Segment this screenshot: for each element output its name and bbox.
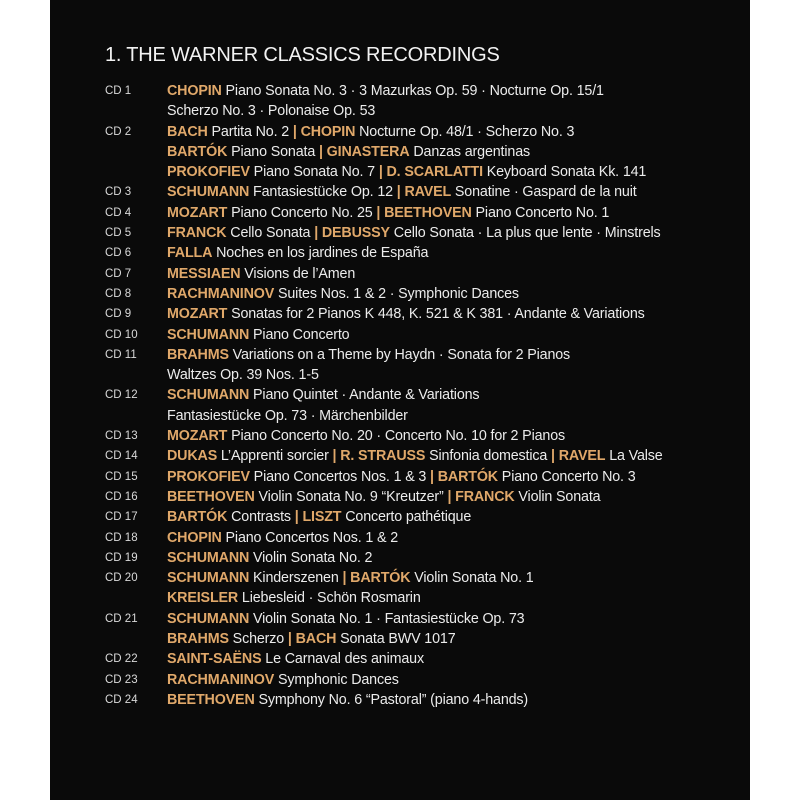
cd-number: CD 16 <box>105 490 138 503</box>
work-title: Violin Sonata <box>514 488 601 505</box>
tracklist <box>50 81 750 710</box>
tracklist-row <box>50 670 750 690</box>
tracklist-line <box>167 406 408 426</box>
composer-name: BEETHOVEN <box>384 204 472 221</box>
composer-name: SCHUMANN <box>167 549 250 566</box>
tracklist-row <box>50 588 750 608</box>
work-title: Contrasts <box>227 509 295 526</box>
cd-number: CD 8 <box>105 287 132 300</box>
cd-number: CD 7 <box>105 267 132 280</box>
work-title: Sonatine · Gaspard de la nuit <box>451 184 637 201</box>
separator: | <box>396 184 401 201</box>
work-title: Piano Concertos Nos. 1 & 3 <box>249 468 431 485</box>
cd-number: CD 5 <box>105 227 132 240</box>
cd-number: CD 23 <box>105 673 138 686</box>
cd-number: CD 2 <box>105 125 132 138</box>
tracklist-row <box>50 365 750 385</box>
tracklist-row <box>50 203 750 223</box>
work-title: Piano Quintet · Andante & Variations <box>249 387 480 404</box>
work-title: Violin Sonata No. 9 “Kreutzer” <box>254 488 448 505</box>
composer-name: R. STRAUSS <box>340 448 426 465</box>
tracklist-line <box>167 670 399 690</box>
cd-number: CD 6 <box>105 247 132 260</box>
composer-name: CHOPIN <box>167 83 222 99</box>
booklet-page <box>50 0 750 800</box>
separator: | <box>551 448 555 465</box>
tracklist-row <box>50 548 750 568</box>
tracklist-row <box>50 507 750 527</box>
tracklist-row <box>50 345 750 365</box>
tracklist-line <box>167 365 319 385</box>
work-title: Waltzes Op. 39 Nos. 1-5 <box>167 367 319 384</box>
tracklist-row <box>50 426 750 446</box>
tracklist-row <box>50 609 750 629</box>
composer-name: MOZART <box>167 306 228 323</box>
work-title: Piano Concertos Nos. 1 & 2 <box>221 529 399 546</box>
separator: | <box>332 448 337 465</box>
work-title: Fantasiestücke Op. 12 <box>249 184 397 201</box>
composer-name: RAVEL <box>558 448 606 465</box>
composer-name: FALLA <box>167 245 213 262</box>
tracklist-row <box>50 487 750 507</box>
tracklist-row <box>50 142 750 162</box>
tracklist-line <box>167 649 424 669</box>
composer-name: SCHUMANN <box>167 610 250 627</box>
tracklist-line <box>167 243 428 263</box>
work-title: Symphony No. 6 “Pastoral” (piano 4-hands) <box>254 691 529 708</box>
work-title: Suites Nos. 1 & 2 · Symphonic Dances <box>274 285 519 302</box>
tracklist-row <box>50 406 750 426</box>
composer-name: BARTÓK <box>167 143 228 160</box>
work-title: Noches en los jardines de España <box>212 245 429 262</box>
cd-number: CD 11 <box>105 348 137 361</box>
composer-name: KREISLER <box>167 590 239 607</box>
tracklist-line <box>167 203 609 223</box>
composer-name: PROKOFIEV <box>167 468 250 485</box>
work-title: Piano Concerto No. 25 <box>227 204 377 221</box>
tracklist-line <box>167 122 574 142</box>
composer-name: MESSIAEN <box>167 265 241 282</box>
composer-name: BARTÓK <box>437 468 498 485</box>
tracklist-line <box>167 304 645 324</box>
cd-number: CD 20 <box>105 572 138 585</box>
work-title: Piano Concerto No. 1 <box>471 204 610 221</box>
cd-number: CD 10 <box>105 328 138 341</box>
cd-number: CD 3 <box>105 186 132 199</box>
work-title: Piano Concerto No. 20 · Concerto No. 10 for 2 Pianos <box>227 428 565 445</box>
work-title: Symphonic Dances <box>274 671 399 688</box>
tracklist-line <box>167 345 570 365</box>
work-title: Le Carnaval des animaux <box>261 651 424 668</box>
composer-name: SAINT-SAËNS <box>167 651 262 668</box>
tracklist-line <box>167 507 471 527</box>
cd-number: CD 18 <box>105 531 138 544</box>
composer-name: BARTÓK <box>167 509 228 526</box>
composer-name: RAVEL <box>404 184 452 201</box>
separator: | <box>378 164 383 181</box>
work-title: Cello Sonata · La plus que lente · Minstrels <box>389 225 661 242</box>
composer-name: CHOPIN <box>300 123 356 140</box>
separator: | <box>318 143 323 160</box>
separator: | <box>314 225 319 242</box>
cd-number: CD 15 <box>105 470 138 483</box>
tracklist-row <box>50 325 750 345</box>
tracklist-row <box>50 649 750 669</box>
work-title: Scherzo <box>228 631 288 648</box>
tracklist-line <box>167 81 604 101</box>
cd-number: CD 4 <box>105 206 132 219</box>
tracklist-line <box>167 162 646 182</box>
work-title: Sonatas for 2 Pianos K 448, K. 521 & K 381 · Andante & Variations <box>227 306 645 323</box>
work-title: Cello Sonata <box>226 225 315 242</box>
tracklist-line <box>167 568 534 588</box>
composer-name: BACH <box>295 631 337 648</box>
tracklist-line <box>167 548 372 568</box>
work-title: Piano Sonata <box>227 143 319 160</box>
tracklist-row <box>50 304 750 324</box>
work-title: Keyboard Sonata Kk. 141 <box>482 164 647 181</box>
work-title: Sonata BWV 1017 <box>336 631 456 648</box>
tracklist-line <box>167 629 456 649</box>
work-title: Fantasiestücke Op. 73 · Märchenbilder <box>167 407 408 424</box>
tracklist-row <box>50 101 750 121</box>
separator: | <box>287 631 292 648</box>
composer-name: DEBUSSY <box>321 225 390 242</box>
composer-name: LISZT <box>302 509 342 526</box>
tracklist-line <box>167 487 600 507</box>
composer-name: BACH <box>167 123 208 140</box>
tracklist-line <box>167 446 663 466</box>
tracklist-row <box>50 223 750 243</box>
tracklist-row <box>50 81 750 101</box>
composer-name: BEETHOVEN <box>167 691 255 708</box>
tracklist-row <box>50 446 750 466</box>
tracklist-row <box>50 385 750 405</box>
work-title: L’Apprenti sorcier <box>217 448 333 465</box>
composer-name: SCHUMANN <box>167 184 250 201</box>
separator: | <box>430 468 434 485</box>
tracklist-line <box>167 264 355 284</box>
composer-name: SCHUMANN <box>167 570 250 587</box>
cd-number: CD 14 <box>105 450 138 463</box>
work-title: Violin Sonata No. 1 <box>410 570 534 587</box>
tracklist-line <box>167 182 637 202</box>
composer-name: SCHUMANN <box>167 326 250 343</box>
separator: | <box>447 488 452 505</box>
cd-number: CD 21 <box>105 612 138 625</box>
tracklist-row <box>50 467 750 487</box>
tracklist-line <box>167 284 519 304</box>
tracklist-row <box>50 690 750 710</box>
tracklist-line <box>167 467 636 487</box>
composer-name: BEETHOVEN <box>167 488 255 505</box>
composer-name: PROKOFIEV <box>167 164 250 181</box>
composer-name: SCHUMANN <box>167 387 250 404</box>
cd-number: CD 1 <box>105 85 132 97</box>
composer-name: GINASTERA <box>326 143 410 160</box>
work-title: La Valse <box>605 448 663 465</box>
work-title: Kinderszenen <box>249 570 343 587</box>
tracklist-row <box>50 528 750 548</box>
work-title: Scherzo No. 3 · Polonaise Op. 53 <box>167 103 376 120</box>
cd-number: CD 17 <box>105 511 138 524</box>
composer-name: BRAHMS <box>167 346 229 363</box>
composer-name: FRANCK <box>167 225 227 242</box>
page-title: 1. THE WARNER CLASSICS RECORDINGS <box>105 44 500 66</box>
separator: | <box>292 123 297 140</box>
tracklist-line <box>167 690 528 710</box>
work-title: Nocturne Op. 48/1 · Scherzo No. 3 <box>355 123 575 140</box>
tracklist-row <box>50 568 750 588</box>
tracklist-line <box>167 142 530 162</box>
cd-number: CD 19 <box>105 551 138 564</box>
tracklist-row <box>50 629 750 649</box>
composer-name: CHOPIN <box>167 529 222 546</box>
work-title: Concerto pathétique <box>341 509 472 526</box>
composer-name: DUKAS <box>167 448 218 465</box>
work-title: Visions de l’Amen <box>240 265 356 282</box>
separator: | <box>342 570 347 587</box>
work-title: Violin Sonata No. 2 <box>249 549 373 566</box>
tracklist-row <box>50 284 750 304</box>
work-title: Piano Sonata No. 3 · 3 Mazurkas Op. 59 · Nocturne Op. 15/1 <box>221 83 604 99</box>
composer-name: RACHMANINOV <box>167 671 275 688</box>
cd-number: CD 12 <box>105 389 138 402</box>
composer-name: D. SCARLATTI <box>386 164 483 181</box>
composer-name: MOZART <box>167 428 228 445</box>
tracklist-row <box>50 264 750 284</box>
composer-name: RACHMANINOV <box>167 285 275 302</box>
composer-name: MOZART <box>167 204 228 221</box>
work-title: Violin Sonata No. 1 · Fantasiestücke Op. 73 <box>249 610 525 627</box>
work-title: Partita No. 2 <box>207 123 293 140</box>
tracklist-row <box>50 243 750 263</box>
tracklist-line <box>167 528 398 548</box>
tracklist-row <box>50 122 750 142</box>
separator: | <box>376 204 381 221</box>
tracklist-row <box>50 162 750 182</box>
cd-number: CD 9 <box>105 308 132 321</box>
tracklist-line <box>167 609 524 629</box>
work-title: Liebesleid · Schön Rosmarin <box>238 590 421 607</box>
tracklist-row <box>50 182 750 202</box>
cd-number: CD 24 <box>105 693 138 706</box>
work-title: Piano Concerto No. 3 <box>497 468 636 485</box>
cd-number: CD 13 <box>105 430 138 443</box>
separator: | <box>294 509 299 526</box>
work-title: Variations on a Theme by Haydn · Sonata for 2 Pianos <box>228 346 571 363</box>
composer-name: BARTÓK <box>350 570 411 587</box>
composer-name: BRAHMS <box>167 631 229 648</box>
tracklist-line <box>167 223 661 243</box>
work-title: Sinfonia domestica <box>425 448 552 465</box>
tracklist-line <box>167 385 479 405</box>
tracklist-line <box>167 101 375 121</box>
work-title: Danzas argentinas <box>409 143 531 160</box>
work-title: Piano Concerto <box>249 326 350 343</box>
tracklist-line <box>167 426 565 446</box>
composer-name: FRANCK <box>455 488 515 505</box>
work-title: Piano Sonata No. 7 <box>249 164 379 181</box>
tracklist-line <box>167 325 349 345</box>
cd-number: CD 22 <box>105 653 138 666</box>
tracklist-line <box>167 588 421 608</box>
